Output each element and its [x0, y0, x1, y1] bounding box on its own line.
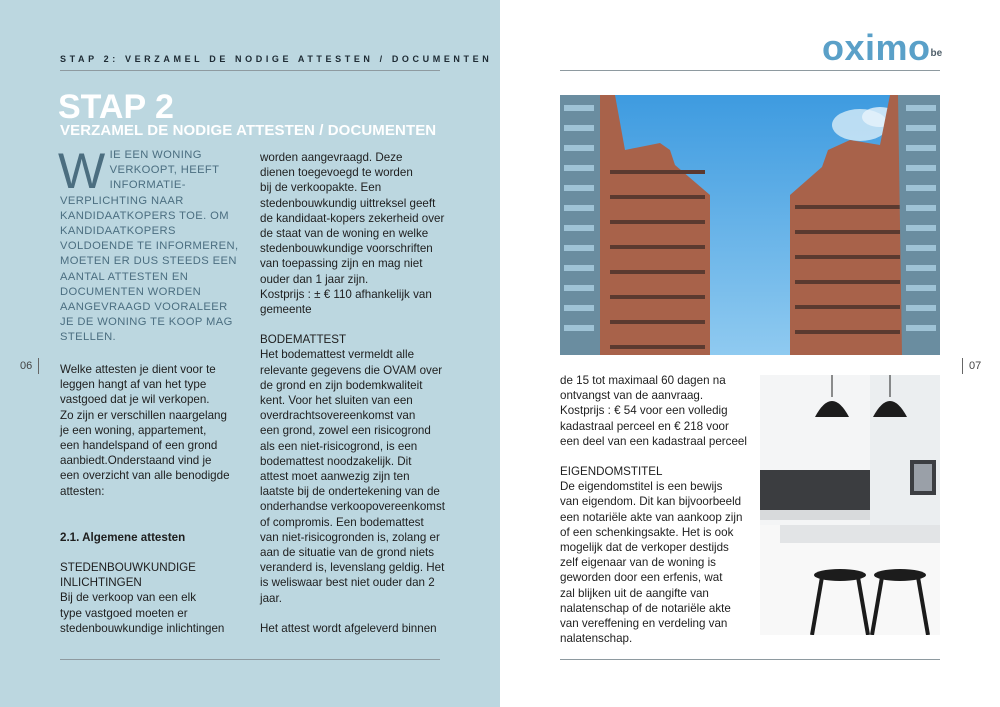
- col2-paragraph-1: worden aangevraagd. Deze dienen toegevoegd te worden bij de verkoopakte. Een stedenbouwkundig uittreksel geeft de kandidaat-kopers zekerheid over de staat van de woning en welke stedenbouwkundige voorschriften van toepassing zijn en mag niet ouder dan 1 jaar zijn. Kostprijs : ± € 110 afhankelijk van gemeente: [260, 151, 445, 317]
- kitchen-illustration: [760, 375, 940, 635]
- page-number-left: 06: [20, 360, 33, 372]
- header-rule-right: [560, 70, 940, 71]
- heading-eigendomstitel: EIGENDOMSTITEL: [560, 465, 663, 479]
- page-subtitle: VERZAMEL DE NODIGE ATTESTEN / DOCUMENTEN: [60, 122, 437, 139]
- footer-rule: [60, 659, 440, 660]
- column-1: [60, 362, 250, 636]
- drop-cap: W: [58, 143, 106, 199]
- intro-paragraph: [58, 143, 240, 346]
- col3-paragraph-2: De eigendomstitel is een bewijs van eigendom. Dit kan bijvoorbeeld een notariële akte van aankoop zijn of een schenkingsakte. Het is ook mogelijk dat de verkoper destijds zelf eigenaar van de woning is geworden door een erfenis, wat zal blijken uit de aangifte van nalatenschap of de notariële akte van vereffening en verdeling van nalatenschap.: [560, 480, 743, 646]
- page-title: STAP 2: [58, 88, 174, 126]
- sub-heading-stedenbouw: STEDENBOUWKUNDIGE INLICHTINGEN: [60, 561, 196, 590]
- col1-paragraph-1: Welke attesten je dient voor te leggen hangt af van het type vastgoed dat je wil verkopen. Zo zijn er verschillen naargelang je een woning, appartement, een handelspand of een grond aanbiedt.Onderstaand vind je een overzicht van alle benodigde attesten:: [60, 363, 230, 498]
- heading-bodemattest: BODEMATTEST: [260, 333, 347, 347]
- column-3: [560, 373, 755, 646]
- towers-photo: [560, 95, 940, 355]
- footer-rule-right: [560, 659, 940, 660]
- section-heading: 2.1. Algemene attesten: [60, 530, 186, 544]
- col3-paragraph-1: de 15 tot maximaal 60 dagen na ontvangst van de aanvraag. Kostprijs : € 54 voor een volledig kadastraal perceel en € 218 voor een deel van een kadastraal perceel: [560, 374, 747, 448]
- oximo-logo: oximo$^{be}$: [822, 27, 943, 68]
- intro-text: IE EEN WONING VERKOOPT, HEEFT INFORMATIE-VERPLICHTING NAAR KANDIDAATKOPERS TOE. OM KANDIDAATKOPERS VOLDOENDE TE INFORMEREN, MOETEN ER DUS STEEDS EEN AANTAL ATTESTEN EN DOCUMENTEN WORDEN AANGEVRAAGD VOORALEER JE DE WONING TE KOOP MAG STELLEN.: [60, 149, 239, 344]
- page-number-divider: [38, 358, 39, 374]
- page-number-right: 07: [969, 360, 982, 372]
- page-number-divider-right: [962, 358, 963, 374]
- running-header: STAP 2: VERZAMEL DE NODIGE ATTESTEN / DOCUMENTEN: [60, 54, 493, 64]
- header-rule: [60, 70, 440, 71]
- column-2: [260, 150, 460, 636]
- col1-paragraph-2: Bij de verkoop van een elk type vastgoed moeten er stedenbouwkundige inlichtingen: [60, 591, 225, 635]
- towers-illustration: [560, 95, 940, 355]
- col2-paragraph-2: Het bodemattest vermeldt alle relevante gegevens die OVAM over de grond en zijn bodemkwaliteit kent. Voor het sluiten van een overdrachtsovereenkomst van een grond, zowel een risicogrond als een niet-risicogrond, is een bodemattest noodzakelijk. Dit attest moet aanwezig zijn ten laatste bij de ondertekening van de onderhandse verkoopovereenkomst of compromis. Een bodemattest van niet-risicogronden is, zolang er aan de situatie van de grond niets veranderd is, levenslang geldig. Het is weliswaar best niet ouder dan 2 jaar.: [260, 348, 445, 605]
- kitchen-photo: [760, 375, 940, 635]
- col2-paragraph-3: Het attest wordt afgeleverd binnen: [260, 621, 437, 635]
